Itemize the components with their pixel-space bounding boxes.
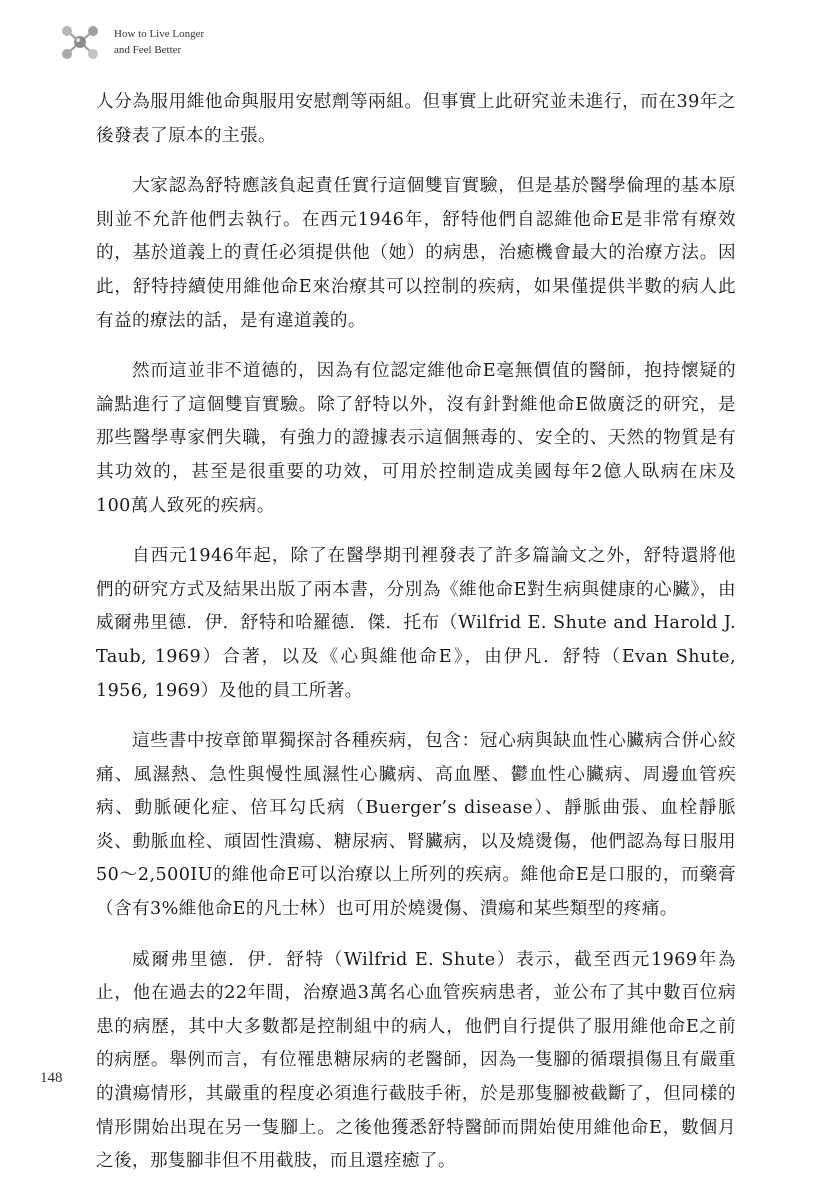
page-number: 148 [40, 1070, 63, 1086]
running-header [60, 22, 204, 62]
main-text [96, 86, 736, 1196]
book-title [114, 26, 204, 58]
book-title-line-1: How to Live Longer [114, 28, 205, 40]
paragraph-2: 大家認為舒特應該負起責任實行這個雙盲實驗，但是基於醫學倫理的基本原則並不允許他們去執行。在西元1946年，舒特他們自認維他命E是非常有療效的，基於道義上的責任必須提供他（她）的病患，治癒機會最大的治療方法。因此，舒特持續使用維他命E來治療其可以控制的疾病，如果僅提供半數的病人此有益的療法的話，是有違道義的。 [96, 176, 736, 331]
book-title-line-2: and Feel Better [114, 44, 182, 56]
paragraph-4: 自西元1946年起，除了在醫學期刊裡發表了許多篇論文之外，舒特還將他們的研究方式及結果出版了兩本書，分別為《維他命E對生病與健康的心臟》，由威爾弗里德．伊．舒特和哈羅德．傑．托布（Wilfrid E. Shute and Harold J. Taub, 1969）合著，以及《心與維他命E》，由伊凡．舒特（Evan Shute, 1956, 1969）及他的員工所著。 [96, 546, 736, 701]
paragraph-1: 人分為服用維他命與服用安慰劑等兩組。但事實上此研究並未進行，而在39年之後發表了原本的主張。 [96, 92, 736, 146]
paragraph-3: 然而這並非不道德的，因為有位認定維他命E毫無價值的醫師，抱持懷疑的論點進行了這個雙盲實驗。除了舒特以外，沒有針對維他命E做廣泛的研究，是那些醫學專家們失職，有強力的證據表示這個無毒的、安全的、天然的物質是有其功效的，甚至是很重要的功效，可用於控制造成美國每年2億人臥病在床及100萬人致死的疾病。 [96, 361, 736, 516]
paragraph-5: 這些書中按章節單獨探討各種疾病，包含：冠心病與缺血性心臟病合併心絞痛、風濕熱、急性與慢性風濕性心臟病、高血壓、鬱血性心臟病、周邊血管疾病、動脈硬化症、倍耳勾氏病（Buerger’s disease）、靜脈曲張、血栓靜脈炎、動脈血栓、頑固性潰瘍、糖尿病、腎臟病，以及燒燙傷，他們認為每日服用50～2,500IU的維他命E可以治療以上所列的疾病。維他命E是口服的，而藥膏（含有3%維他命E的凡士林）也可用於燒燙傷、潰瘍和某些類型的疼痛。 [96, 731, 736, 920]
paragraph-6: 威爾弗里德．伊．舒特（Wilfrid E. Shute）表示，截至西元1969年為止，他在過去的22年間，治療過3萬名心血管疾病患者，並公布了其中數百位病患的病歷，其中大多數都是控制組中的病人，他們自行提供了服用維他命E之前的病歷。舉例而言，有位罹患糖尿病的老醫師，因為一隻腳的循環損傷且有嚴重的潰瘍情形，其嚴重的程度必須進行截肢手術，於是那隻腳被截斷了，但同樣的情形開始出現在另一隻腳上。之後他獲悉舒特醫師而開始使用維他命E，數個月之後，那隻腳非但不用截肢，而且還痊癒了。 [96, 949, 736, 1172]
molecule-icon [60, 24, 100, 60]
